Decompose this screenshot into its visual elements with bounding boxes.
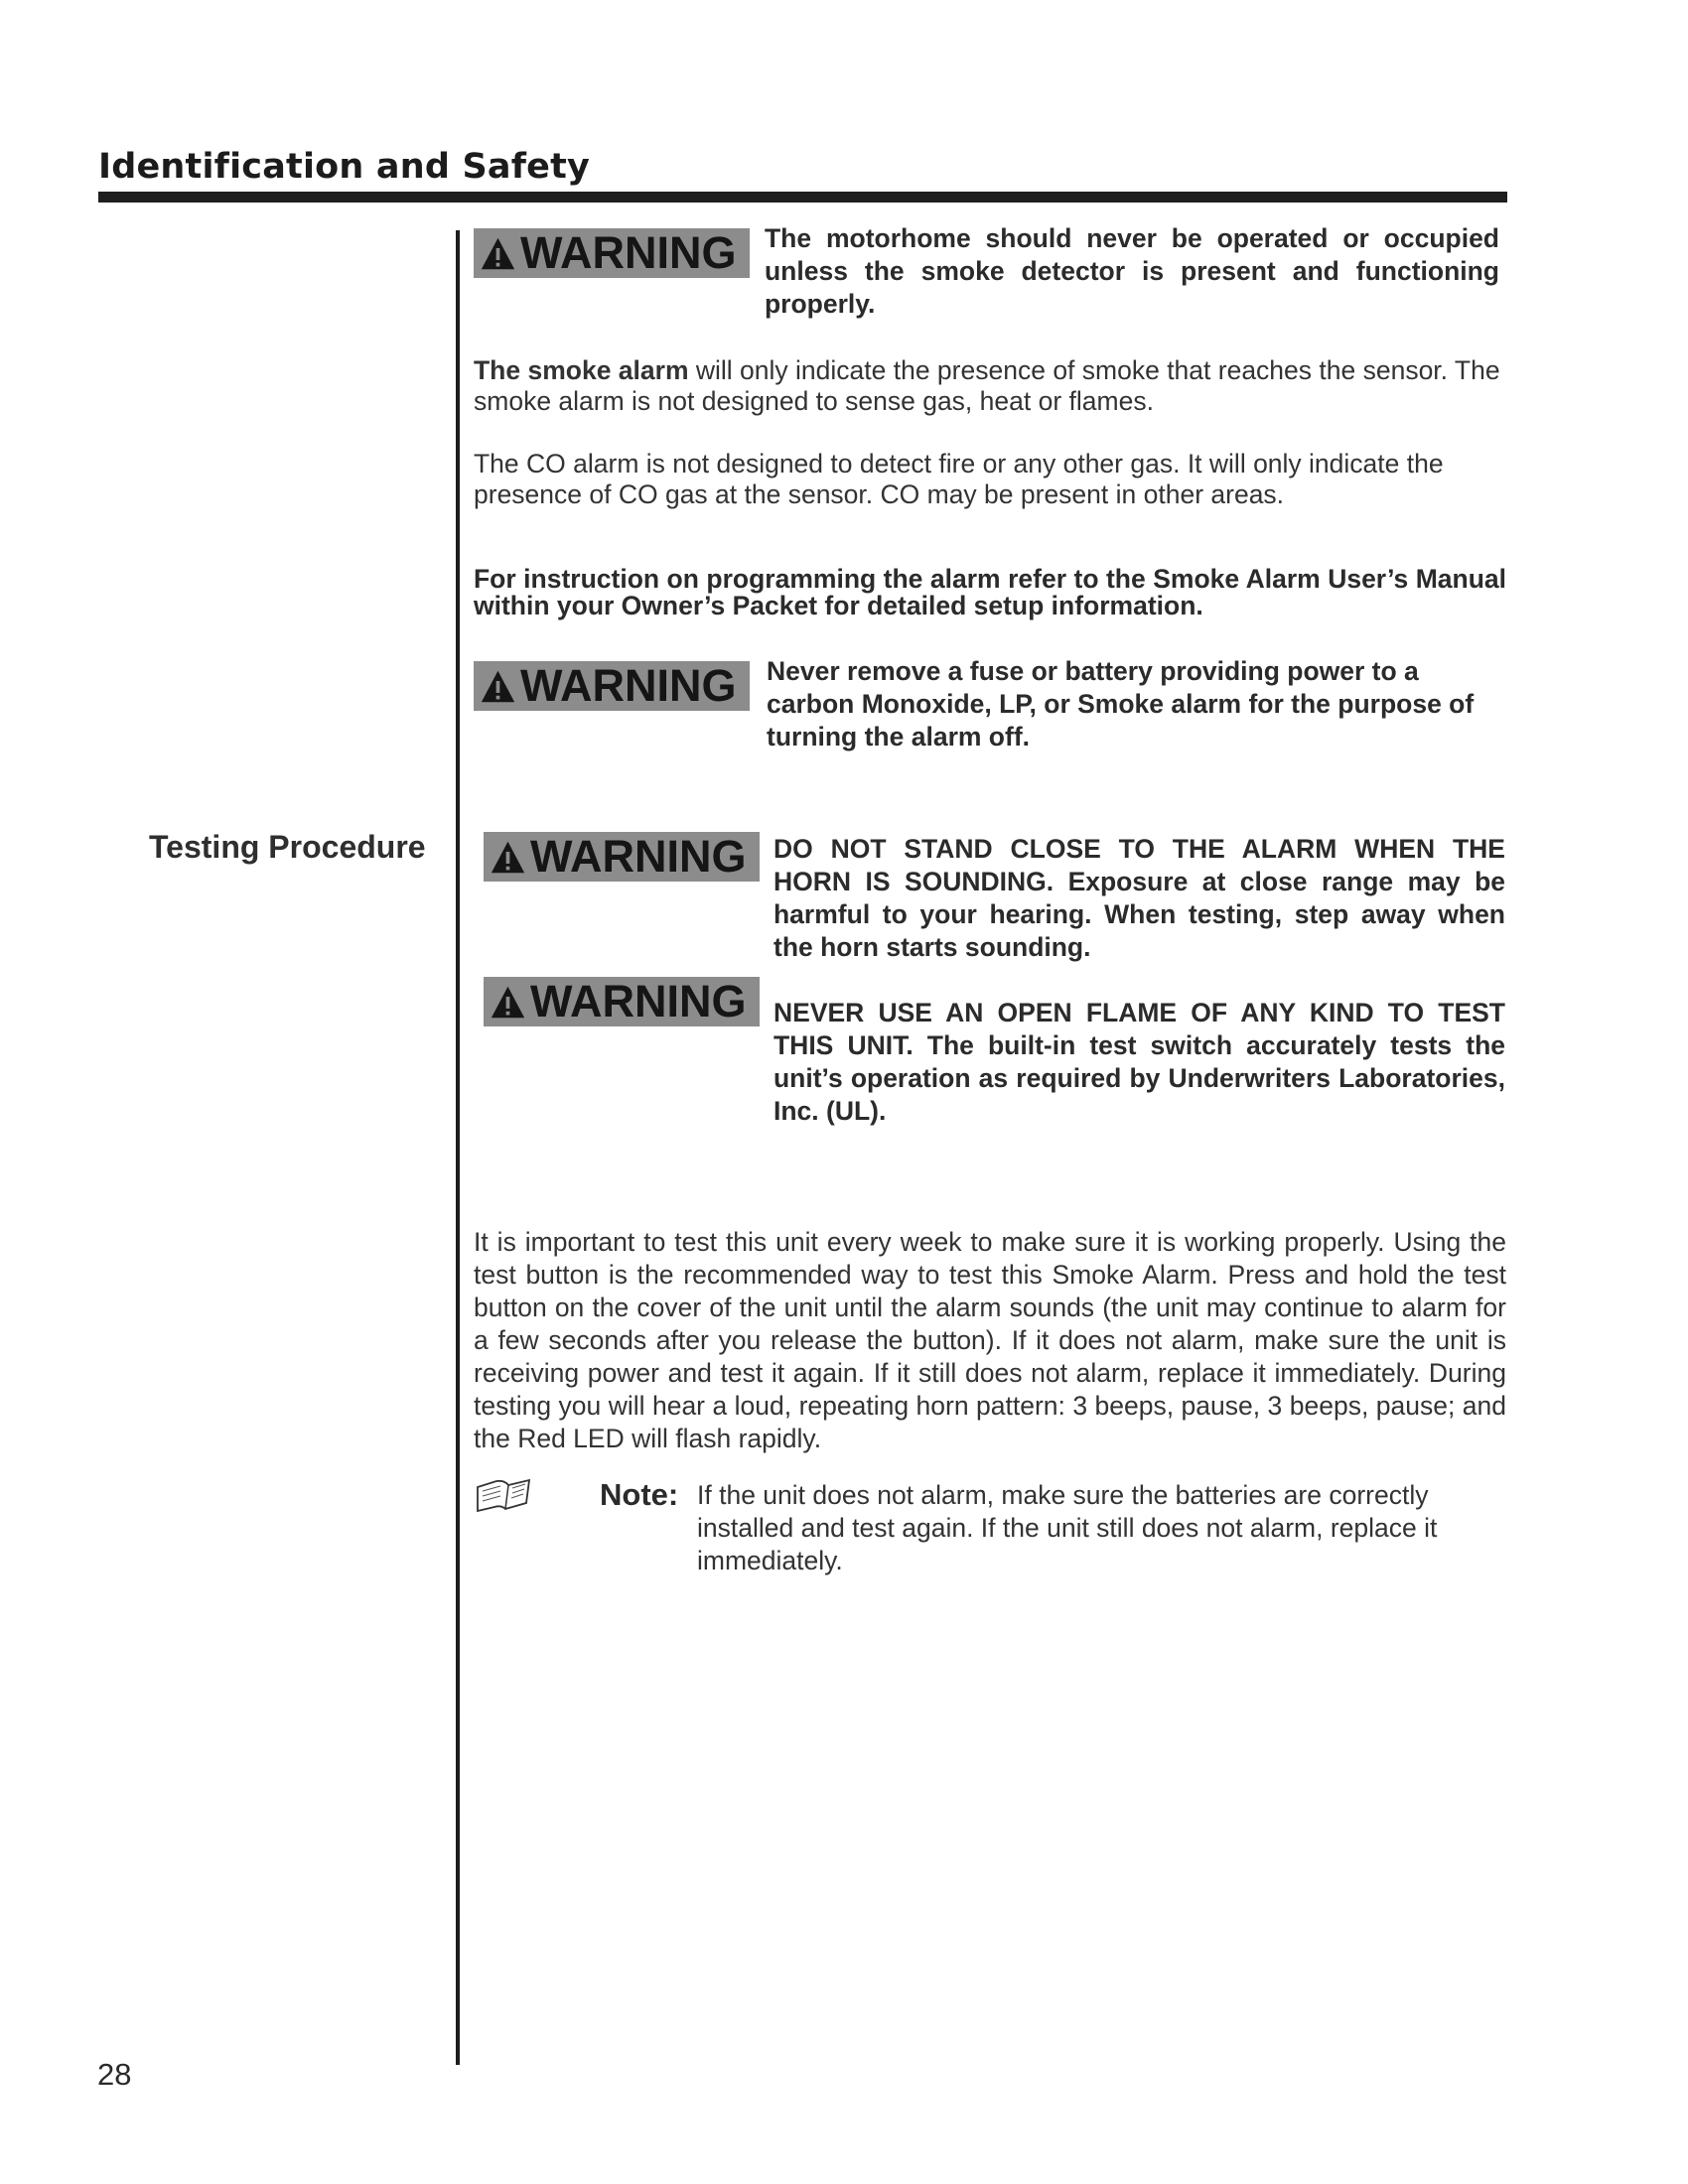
testing-paragraph: It is important to test this unit every week to make sure it is working properly. Using the test button is the recommended way to test this Smoke Alarm. Press and hold the test button on the cover of the unit until the alarm sounds (the unit may continue to alarm for a few seconds after you release the button). If it does not alarm, make sure the unit is receiving power and test it again. If it still does not alarm, replace it immediately. During testing you will hear a loud, repeating horn pattern: 3 beeps, pause, 3 beeps, pause; and the Red LED will flash rapidly.	[474, 1227, 1506, 1453]
open-book-icon	[475, 1477, 532, 1515]
warning-badge-3	[484, 832, 760, 882]
warning-triangle-icon	[480, 668, 516, 705]
warning-label: WARNING	[530, 976, 747, 1026]
instruction-paragraph: For instruction on programming the alarm refer to the Smoke Alarm User’s Manual within your Owner’s Packet for detailed setup information.	[474, 564, 1506, 620]
warning-badge-4	[484, 977, 760, 1026]
note-text: If the unit does not alarm, make sure the batteries are correctly installed and test again. If the unit still does not alarm, replace it immediately.	[697, 1480, 1438, 1575]
co-alarm-paragraph: The CO alarm is not designed to detect fire or any other gas. It will only indicate the presence of CO gas at the sensor. CO may be present in other areas.	[474, 449, 1444, 509]
section-title: Identification and Safety	[98, 147, 591, 187]
warning-text-2: Never remove a fuse or battery providing power to a carbon Monoxide, LP, or Smoke alarm for the purpose of turning the alarm off.	[767, 656, 1475, 751]
smoke-alarm-text: will only indicate the presence of smoke that reaches the sensor. The smoke alarm is not designed to sense gas, heat or flames.	[474, 355, 1500, 416]
warning-triangle-icon	[490, 839, 526, 876]
warning-label: WARNING	[520, 227, 737, 278]
warning-text-4: NEVER USE AN OPEN FLAME OF ANY KIND TO TEST THIS UNIT. The built-in test switch accurately tests the unit’s operation as required by Underwriters Laboratories, Inc. (UL).	[774, 998, 1505, 1126]
testing-procedure-heading: Testing Procedure	[149, 829, 426, 865]
warning-text-3: DO NOT STAND CLOSE TO THE ALARM WHEN THE HORN IS SOUNDING. Exposure at close range may be harmful to your hearing. When testing, step away when the horn starts sounding.	[774, 834, 1505, 962]
smoke-alarm-term: The smoke alarm	[474, 355, 689, 385]
title-rule	[98, 192, 1507, 203]
smoke-alarm-paragraph	[474, 355, 1506, 417]
column-divider	[456, 230, 460, 2065]
page-number: 28	[97, 2057, 132, 2092]
note-label: Note:	[600, 1477, 679, 1512]
warning-label: WARNING	[530, 831, 747, 882]
warning-badge-1	[474, 228, 750, 278]
warning-triangle-icon	[480, 235, 516, 272]
warning-triangle-icon	[490, 984, 526, 1021]
warning-label: WARNING	[520, 660, 737, 711]
warning-badge-2	[474, 661, 750, 711]
warning-text-1: The motorhome should never be operated or occupied unless the smoke detector is present and functioning properly.	[765, 223, 1499, 319]
